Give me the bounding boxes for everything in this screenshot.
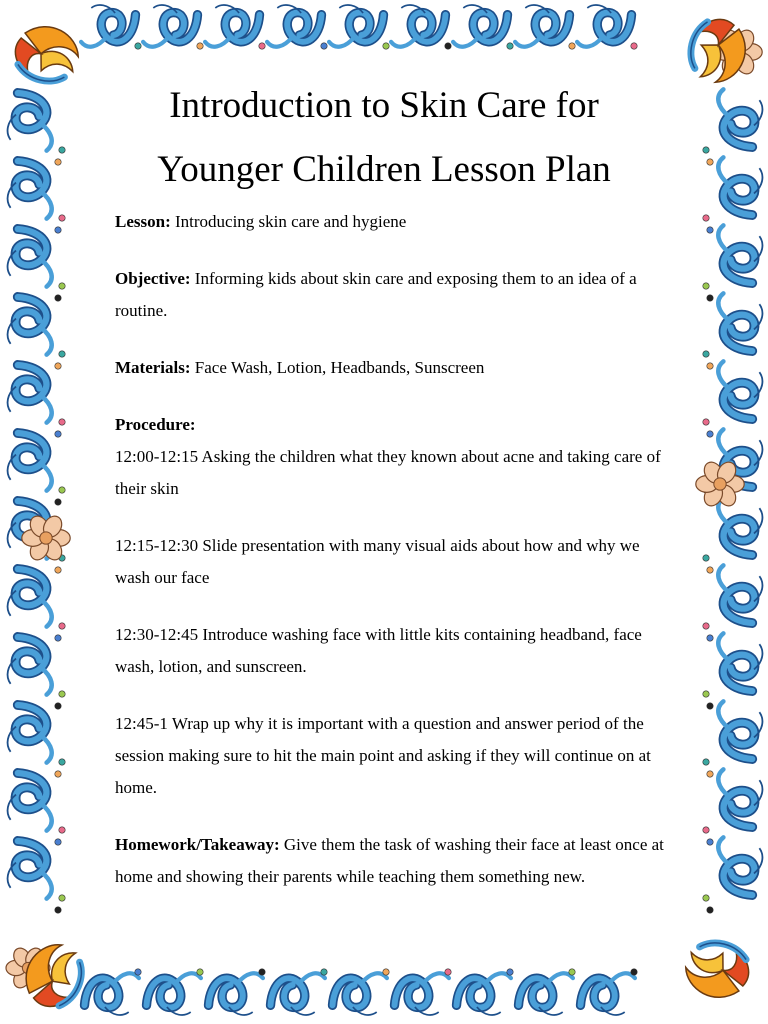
ribbon-swirl	[718, 293, 762, 351]
corner-fish-ornament	[679, 934, 756, 1006]
homework-label: Homework/Takeaway:	[115, 835, 280, 854]
border-dot	[55, 431, 61, 437]
border-dot	[507, 969, 513, 975]
ribbon-swirl	[267, 5, 321, 47]
materials-text: Face Wash, Lotion, Headbands, Sunscreen	[190, 358, 485, 377]
ribbon-swirl	[718, 837, 762, 895]
ribbon-swirl	[519, 973, 573, 1015]
border-dot	[259, 969, 265, 975]
objective-paragraph	[115, 263, 675, 327]
border-dot	[707, 295, 713, 301]
ribbon-swirl	[515, 5, 569, 47]
procedure-step: 12:15-12:30 Slide presentation with many visual aids about how and why we wash our face	[115, 536, 640, 587]
corner-fish-ornament	[8, 18, 85, 90]
border-dot	[707, 431, 713, 437]
border-dot	[59, 487, 65, 493]
border-dot	[707, 907, 713, 913]
ribbon-swirl	[718, 225, 762, 283]
procedure-step: 12:00-12:15 Asking the children what they known about acne and taking care of their skin	[115, 447, 661, 498]
ribbon-swirl	[718, 769, 762, 827]
ribbon-swirl	[8, 297, 52, 355]
border-dot	[703, 895, 709, 901]
border-dot	[59, 283, 65, 289]
ribbon-swirl	[718, 565, 762, 623]
ribbon-swirl	[8, 161, 52, 219]
ribbon-swirl	[8, 365, 52, 423]
ribbon-swirl	[718, 89, 762, 147]
lesson-content	[115, 206, 675, 918]
border-dot	[59, 827, 65, 833]
ribbon-swirl	[718, 157, 762, 215]
border-dot	[707, 567, 713, 573]
ribbon-swirl	[209, 973, 263, 1015]
border-dot	[59, 147, 65, 153]
homework-paragraph	[115, 829, 675, 893]
border-dot	[197, 43, 203, 49]
ribbon-swirl	[8, 433, 52, 491]
border-dot	[259, 43, 265, 49]
border-dot	[631, 969, 637, 975]
title-line-2: Younger Children Lesson Plan	[157, 149, 611, 190]
ribbon-swirl	[8, 229, 52, 287]
ribbon-swirl	[395, 973, 449, 1015]
border-dot	[703, 283, 709, 289]
ribbon-swirl	[718, 361, 762, 419]
border-dot	[703, 555, 709, 561]
materials-label: Materials:	[115, 358, 191, 377]
border-dot	[703, 623, 709, 629]
border-dot	[135, 969, 141, 975]
border-dot	[321, 969, 327, 975]
objective-text: Informing kids about skin care and exposing them to an idea of a routine.	[115, 269, 637, 320]
border-dot	[707, 363, 713, 369]
border-dot	[383, 43, 389, 49]
border-dot	[55, 771, 61, 777]
border-dot	[55, 839, 61, 845]
ribbon-swirl	[8, 93, 52, 151]
border-dot	[55, 363, 61, 369]
ribbon-swirl	[8, 705, 52, 763]
procedure-heading	[115, 409, 675, 441]
ribbon-swirl	[81, 5, 135, 47]
border-dot	[321, 43, 327, 49]
ribbon-swirl	[271, 973, 325, 1015]
ribbon-swirl	[391, 5, 445, 47]
ribbon-swirl	[457, 973, 511, 1015]
border-dot	[631, 43, 637, 49]
border-dot	[59, 759, 65, 765]
border-dot	[55, 227, 61, 233]
border-dot	[507, 43, 513, 49]
ribbon-swirl	[8, 569, 52, 627]
ribbon-swirl	[329, 5, 383, 47]
border-dot	[55, 295, 61, 301]
lesson-paragraph	[115, 206, 675, 238]
border-dot	[135, 43, 141, 49]
ribbon-swirl	[581, 973, 635, 1015]
border-dot	[569, 969, 575, 975]
ribbon-swirl	[143, 5, 197, 47]
border-dot	[445, 43, 451, 49]
ribbon-swirl	[8, 773, 52, 831]
border-dot	[55, 567, 61, 573]
border-dot	[569, 43, 575, 49]
border-dot	[707, 635, 713, 641]
ribbon-swirl	[205, 5, 259, 47]
border-dot	[59, 691, 65, 697]
border-dot	[59, 419, 65, 425]
ribbon-swirl	[8, 841, 52, 899]
ribbon-swirl	[453, 5, 507, 47]
ribbon-swirl	[85, 973, 139, 1015]
border-dot	[703, 419, 709, 425]
border-dot	[55, 703, 61, 709]
ribbon-swirl	[718, 633, 762, 691]
border-dot	[707, 703, 713, 709]
procedure-label: Procedure:	[115, 415, 196, 434]
ribbon-swirl	[8, 637, 52, 695]
border-dot	[59, 351, 65, 357]
border-dot	[707, 839, 713, 845]
border-dot	[703, 147, 709, 153]
border-dot	[707, 771, 713, 777]
border-dot	[55, 907, 61, 913]
border-dot	[59, 895, 65, 901]
ribbon-swirl	[333, 973, 387, 1015]
lesson-text: Introducing skin care and hygiene	[170, 212, 407, 231]
border-dot	[703, 351, 709, 357]
procedure-step: 12:45-1 Wrap up why it is important with a question and answer period of the session making sure to hit the main point and asking if they will continue on at home.	[115, 714, 651, 797]
ribbon-swirl	[147, 973, 201, 1015]
border-dot	[383, 969, 389, 975]
border-dot	[55, 635, 61, 641]
page-title	[100, 74, 668, 202]
border-dot	[55, 159, 61, 165]
border-dot	[703, 215, 709, 221]
materials-paragraph	[115, 352, 675, 384]
border-dot	[707, 227, 713, 233]
border-dot	[59, 215, 65, 221]
border-dot	[197, 969, 203, 975]
border-dot	[55, 499, 61, 505]
procedure-step: 12:30-12:45 Introduce washing face with little kits containing headband, face wash, lotion, and sunscreen.	[115, 625, 642, 676]
corner-fish-ornament	[682, 12, 754, 89]
border-dot	[707, 159, 713, 165]
title-line-1: Introduction to Skin Care for	[169, 85, 599, 126]
ribbon-swirl	[718, 701, 762, 759]
homework-text: Give them the task of washing their face at least once at home and showing their parents while teaching them something new.	[115, 835, 664, 886]
border-dot	[703, 759, 709, 765]
border-dot	[703, 691, 709, 697]
border-dot	[445, 969, 451, 975]
ribbon-swirl	[577, 5, 631, 47]
border-dot	[703, 827, 709, 833]
lesson-label: Lesson:	[115, 212, 171, 231]
border-dot	[59, 623, 65, 629]
ribbon-swirl	[718, 497, 762, 555]
objective-label: Objective:	[115, 269, 191, 288]
